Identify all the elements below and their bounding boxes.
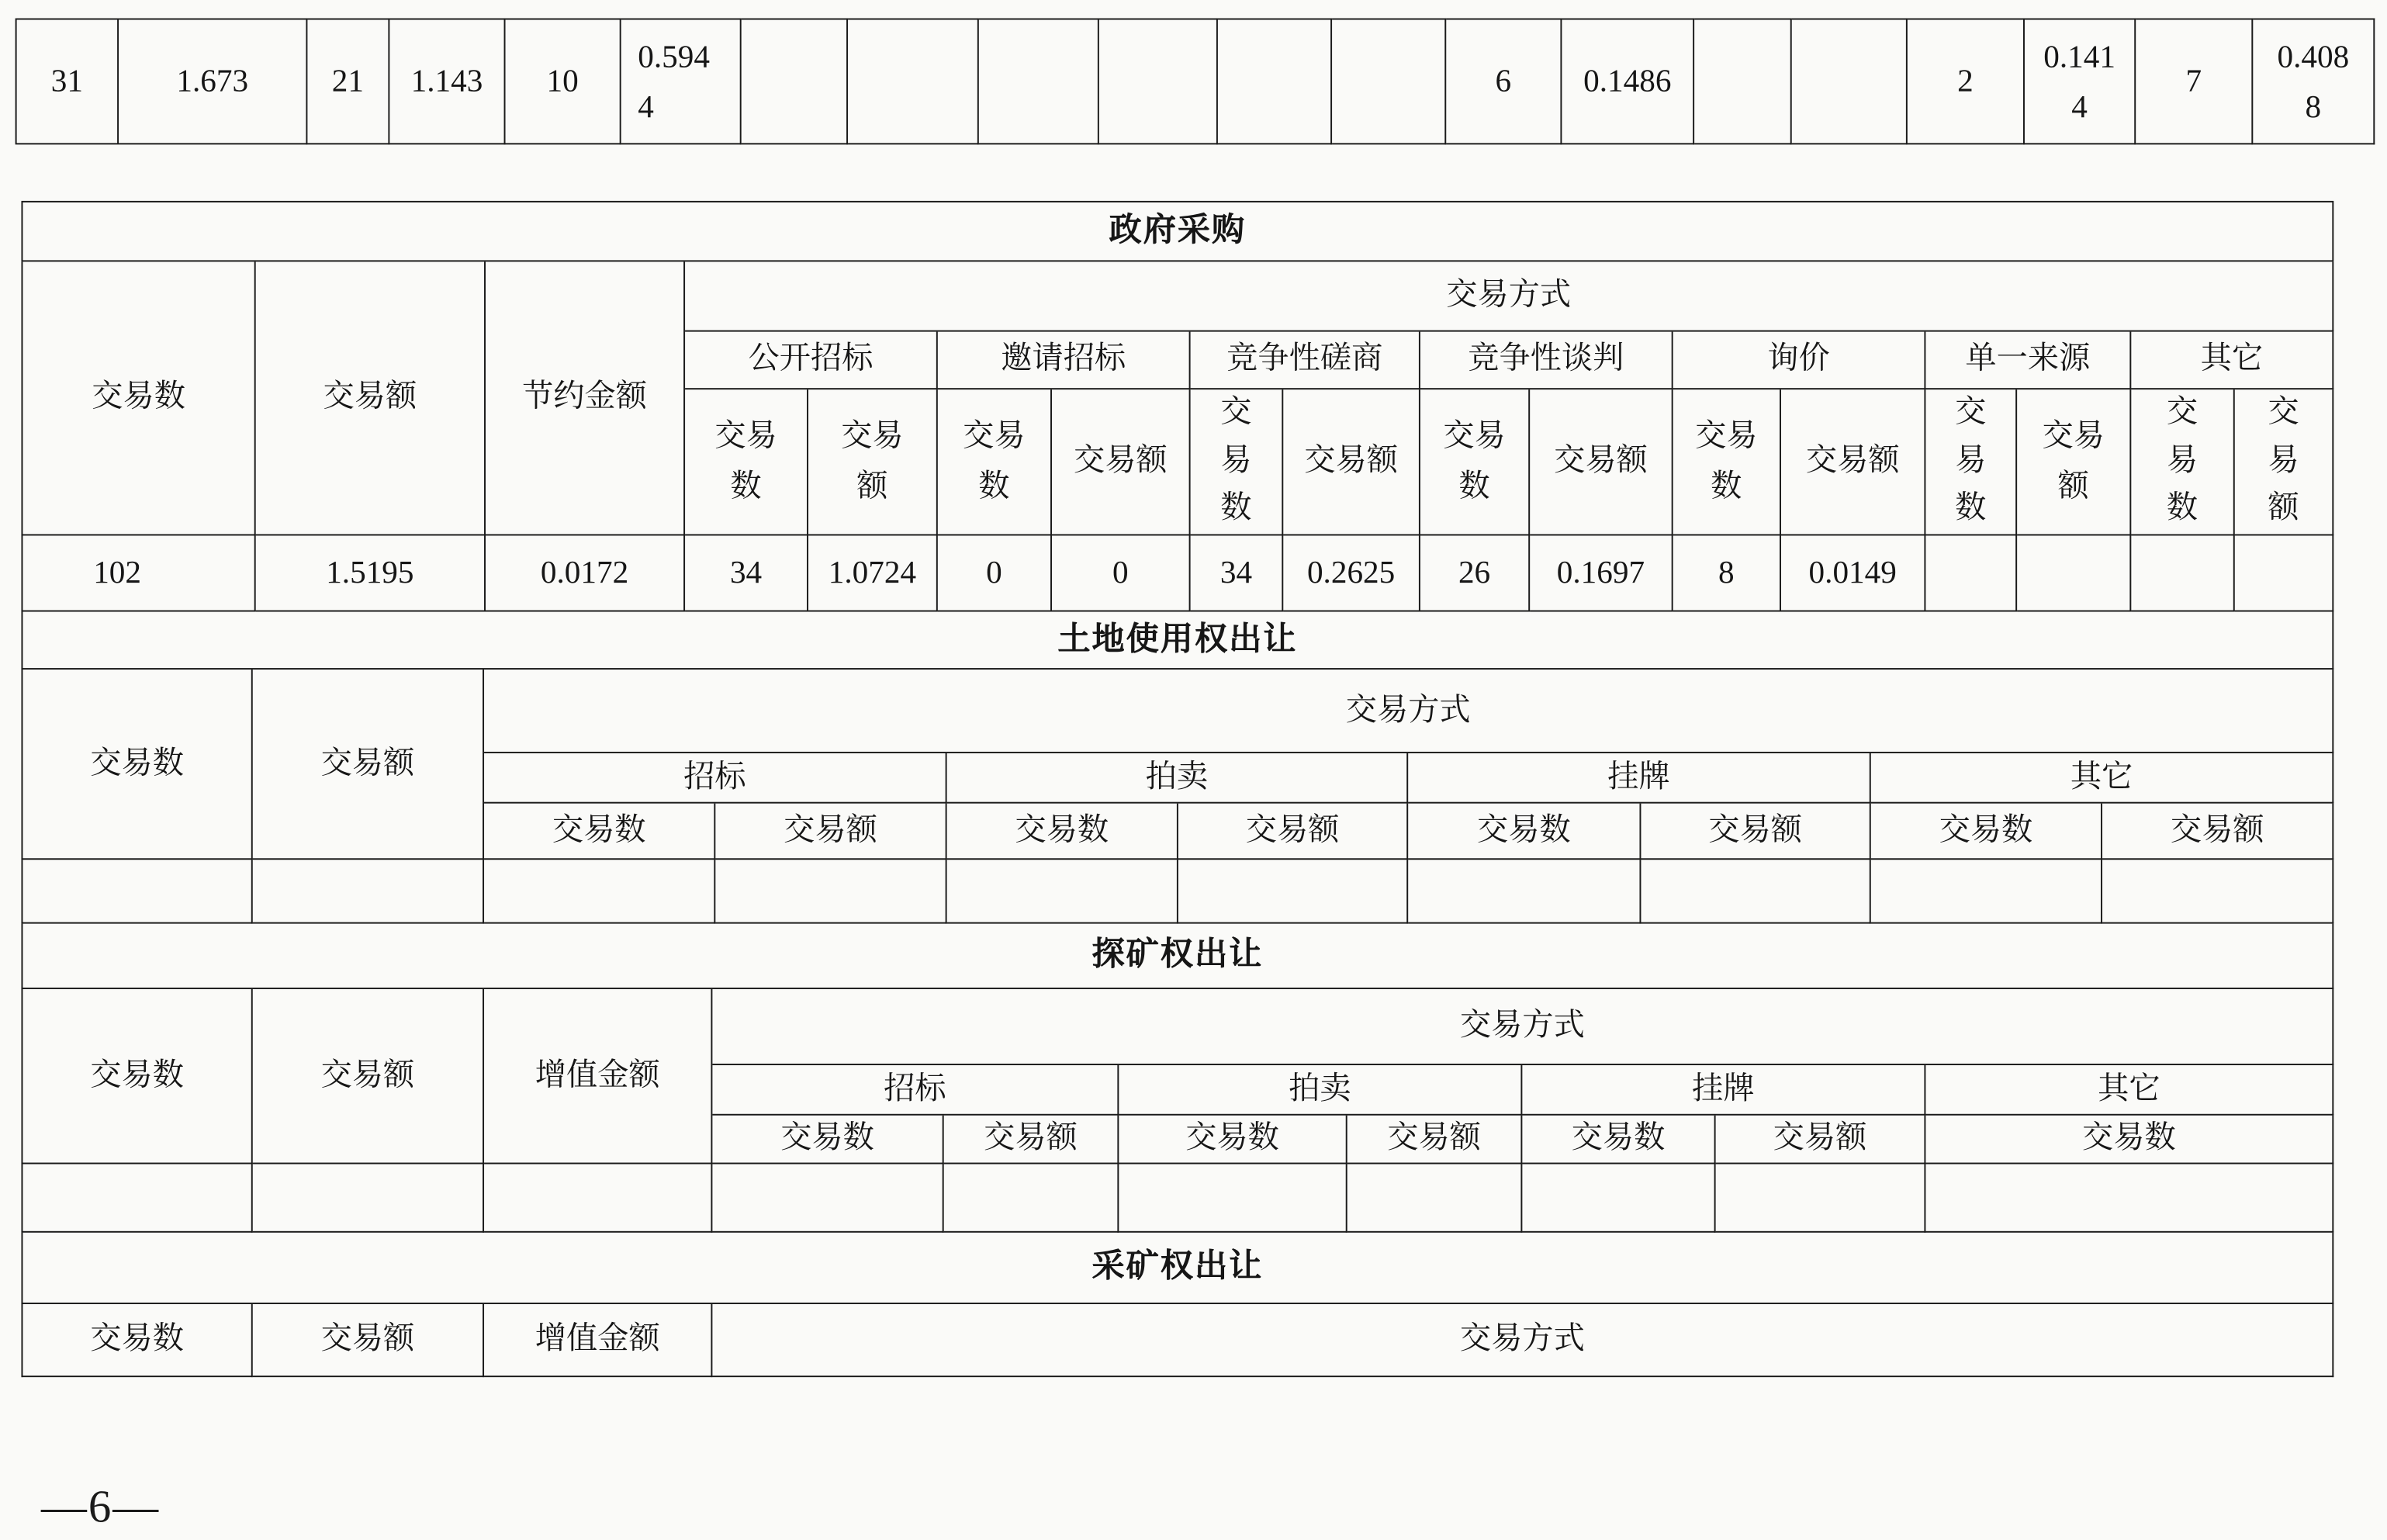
mining-header-added-value: 增值金额 (484, 1304, 712, 1377)
gov-subheader-count (1191, 389, 1284, 535)
cell-value: 0.1414 (2043, 37, 2115, 124)
gov-value-savings: 0.0172 (486, 535, 685, 611)
gov-value-method-count: 34 (1191, 535, 1284, 611)
gov-value-amount: 1.5195 (256, 535, 486, 611)
land-subheader-amount: 交易额 (1178, 804, 1408, 860)
gov-value-method-count: 8 (1673, 535, 1781, 611)
land-value-cell (21, 860, 252, 923)
gov-subheader-amount (808, 389, 938, 535)
gov-subheader-count (2131, 389, 2234, 535)
label: 交易数 (1695, 419, 1758, 504)
label: 交易数 (2166, 395, 2198, 526)
land-value-cell (484, 860, 715, 923)
exploration-method-other: 其它 (1925, 1065, 2333, 1116)
label: 交易数 (714, 419, 777, 504)
gov-value-method-amount: 1.0724 (808, 535, 938, 611)
gov-subheader-count (1925, 389, 2017, 535)
gov-subheader-count (685, 389, 808, 535)
gov-subheader-amount: 交易额 (1781, 389, 1925, 535)
mining-rights-title: 采矿权出让 (21, 1233, 2333, 1304)
exploration-subheader-amount: 交易额 (1716, 1116, 1926, 1165)
exploration-value-cell (1716, 1165, 1926, 1233)
gov-value-method-amount: 0.1697 (1530, 535, 1673, 611)
mining-header-count: 交易数 (21, 1304, 252, 1377)
exploration-header-added-value: 增值金额 (484, 989, 712, 1165)
top-cell: 1.143 (389, 19, 505, 145)
gov-value-method-amount: 0.2625 (1283, 535, 1420, 611)
top-cell (1099, 19, 1218, 145)
gov-method-competitive-consultation: 竞争性磋商 (1191, 332, 1420, 390)
label: 交易额 (841, 419, 904, 504)
label: 交易数 (963, 419, 1026, 504)
exploration-value-cell (21, 1165, 252, 1233)
land-use-rights-title: 土地使用权出让 (21, 612, 2333, 670)
gov-value-count: 102 (21, 535, 255, 611)
exploration-subheader-count: 交易数 (1119, 1116, 1347, 1165)
land-subheader-amount: 交易额 (715, 804, 946, 860)
page-number: —6— (40, 1482, 161, 1533)
top-cell: 21 (307, 19, 389, 145)
land-subheader-amount: 交易额 (2102, 804, 2333, 860)
gov-method-other: 其它 (2131, 332, 2333, 390)
cell-value: 0.4088 (2277, 37, 2350, 124)
label: 交易数 (1443, 419, 1506, 504)
gov-value-method-amount: 0.0149 (1781, 535, 1925, 611)
exploration-subheader-count: 交易数 (712, 1116, 943, 1165)
land-value-cell (1178, 860, 1408, 923)
gov-subheader-amount: 交易额 (1530, 389, 1673, 535)
exploration-subheader-count: 交易数 (1522, 1116, 1715, 1165)
top-cell (848, 19, 979, 145)
top-cell: 6 (1446, 19, 1562, 145)
gov-value-method-amount: 0 (1052, 535, 1191, 611)
land-subheader-count: 交易数 (947, 804, 1178, 860)
gov-procurement-title: 政府采购 (21, 201, 2333, 261)
exploration-rights-title: 探矿权出让 (21, 924, 2333, 989)
gov-header-count: 交易数 (21, 261, 255, 535)
exploration-header-count: 交易数 (21, 989, 252, 1165)
exploration-value-cell (253, 1165, 484, 1233)
gov-subheader-amount: 交易额 (1283, 389, 1420, 535)
exploration-subheader-count: 交易数 (1925, 1116, 2333, 1165)
gov-subheader-amount: 交易额 (1052, 389, 1191, 535)
exploration-subheader-amount: 交易额 (1347, 1116, 1523, 1165)
land-value-cell (1871, 860, 2102, 923)
gov-method-public-tender: 公开招标 (685, 332, 938, 390)
gov-value-method-count (1925, 535, 2017, 611)
exploration-value-cell (712, 1165, 943, 1233)
exploration-value-cell (944, 1165, 1119, 1233)
mining-header-method: 交易方式 (712, 1304, 2333, 1377)
label: 交易额 (2042, 419, 2105, 504)
gov-value-method-amount (2235, 535, 2334, 611)
land-subheader-count: 交易数 (1408, 804, 1641, 860)
gov-subheader-amount (2235, 389, 2334, 535)
gov-method-competitive-negotiation: 竞争性谈判 (1420, 332, 1673, 390)
exploration-value-cell (484, 1165, 712, 1233)
exploration-value-cell (1119, 1165, 1347, 1233)
land-header-count: 交易数 (21, 670, 252, 860)
gov-value-method-amount (2017, 535, 2131, 611)
land-value-cell (1408, 860, 1641, 923)
land-method-listing: 挂牌 (1408, 753, 1871, 804)
land-method-auction: 拍卖 (947, 753, 1409, 804)
top-cell (621, 19, 742, 145)
land-method-tender: 招标 (484, 753, 947, 804)
top-cell: 1.673 (119, 19, 307, 145)
cell-value: 0.5944 (638, 37, 710, 124)
exploration-subheader-amount: 交易额 (944, 1116, 1119, 1165)
exploration-value-cell (1347, 1165, 1523, 1233)
land-value-cell (947, 860, 1178, 923)
gov-value-method-count: 0 (938, 535, 1052, 611)
label: 交易数 (1955, 395, 1987, 526)
land-value-cell (1641, 860, 1870, 923)
land-value-cell (2102, 860, 2333, 923)
exploration-header-method: 交易方式 (712, 989, 2333, 1065)
top-cell (1792, 19, 1908, 145)
gov-header-method: 交易方式 (685, 261, 2333, 331)
land-method-other: 其它 (1871, 753, 2334, 804)
land-header-method: 交易方式 (484, 670, 2333, 753)
top-cell (1218, 19, 1332, 145)
gov-value-method-count (2131, 535, 2234, 611)
land-subheader-amount: 交易额 (1641, 804, 1870, 860)
top-cell: 7 (2136, 19, 2253, 145)
land-subheader-count: 交易数 (1871, 804, 2102, 860)
top-cell: 31 (16, 19, 119, 145)
mining-header-amount: 交易额 (253, 1304, 484, 1377)
top-cell (2025, 19, 2136, 145)
exploration-method-auction: 拍卖 (1119, 1065, 1522, 1116)
top-cell (1694, 19, 1792, 145)
exploration-header-amount: 交易额 (253, 989, 484, 1165)
exploration-method-tender: 招标 (712, 1065, 1119, 1116)
top-cell: 10 (506, 19, 621, 145)
gov-subheader-amount (2017, 389, 2131, 535)
gov-header-savings: 节约金额 (486, 261, 685, 535)
top-cell (979, 19, 1099, 145)
top-cell (2253, 19, 2375, 145)
top-cell (742, 19, 848, 145)
exploration-method-listing: 挂牌 (1522, 1065, 1925, 1116)
gov-method-single-source: 单一来源 (1925, 332, 2131, 390)
land-subheader-count: 交易数 (484, 804, 715, 860)
gov-value-method-count: 26 (1420, 535, 1530, 611)
gov-subheader-count (1420, 389, 1530, 535)
gov-method-invited-tender: 邀请招标 (938, 332, 1191, 390)
land-header-amount: 交易额 (253, 670, 484, 860)
exploration-value-cell (1522, 1165, 1715, 1233)
land-value-cell (253, 860, 484, 923)
exploration-value-cell (1925, 1165, 2333, 1233)
top-cell: 0.1486 (1562, 19, 1694, 145)
label: 交易额 (2268, 395, 2299, 526)
gov-value-method-count: 34 (685, 535, 808, 611)
top-cell: 2 (1908, 19, 2025, 145)
gov-subheader-count (1673, 389, 1781, 535)
gov-subheader-count (938, 389, 1052, 535)
land-value-cell (715, 860, 946, 923)
label: 交易数 (1220, 395, 1252, 526)
gov-header-amount: 交易额 (256, 261, 486, 535)
gov-method-inquiry: 询价 (1673, 332, 1926, 390)
top-cell (1332, 19, 1446, 145)
